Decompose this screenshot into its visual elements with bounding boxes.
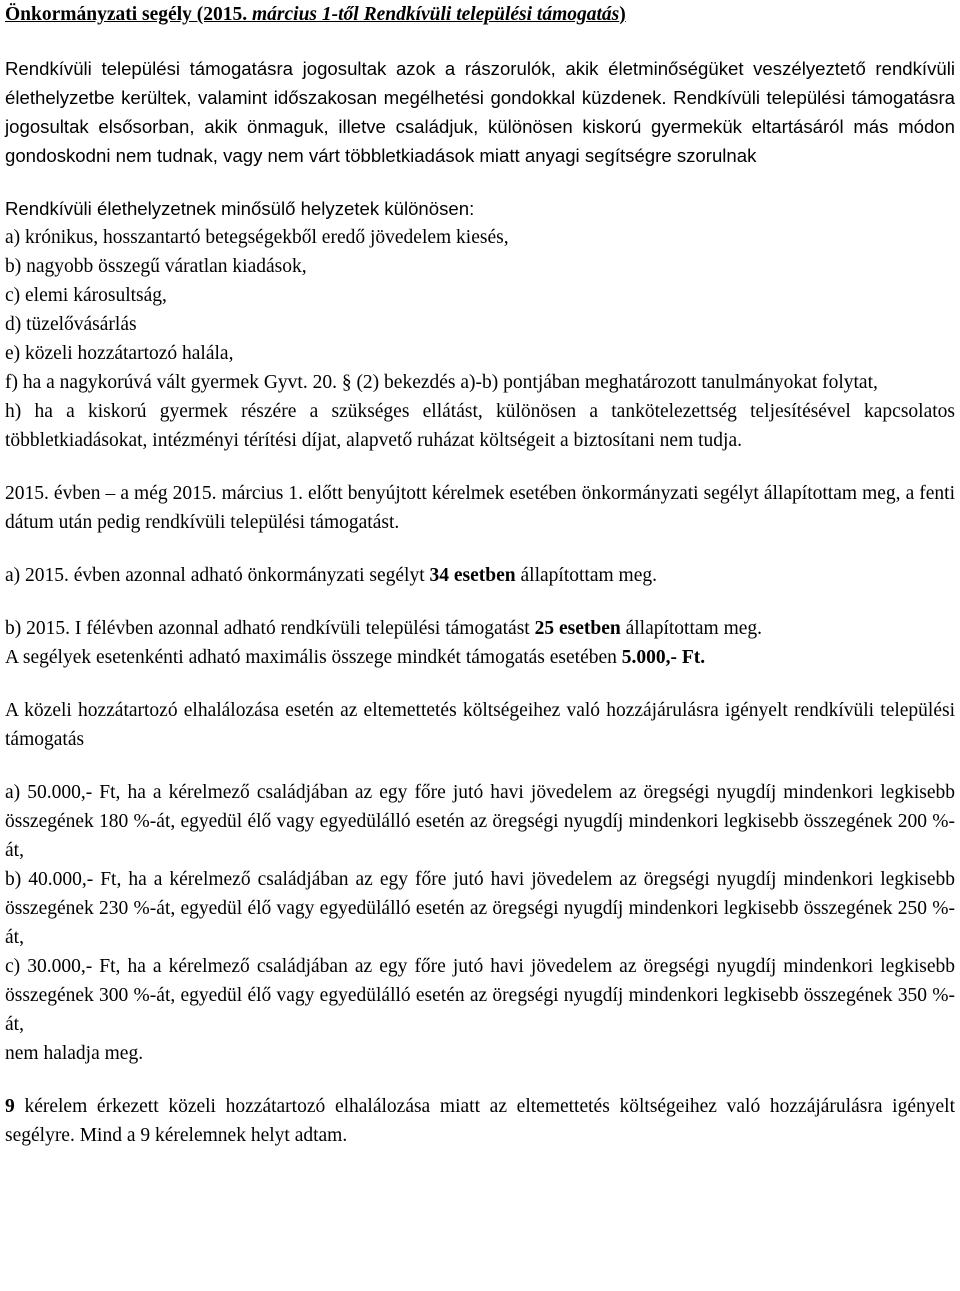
funeral-item-c: c) 30.000,- Ft, ha a kérelmező családjában az egy főre jutó havi jövedelem az öregségi nyugdíj mindenkori legkisebb összegének 300 %-át, egyedül élő vagy egyedülálló esetén az öregségi nyugdíj mindenkori legkisebb összegének 350 %-át, [5, 956, 955, 1035]
stat-a-count: 34 esetben [429, 565, 516, 586]
title-part-3: ) [619, 4, 626, 25]
stat-b-tail: állapítottam meg. [620, 618, 763, 639]
stat-a-tail: állapítottam meg. [515, 565, 657, 586]
funeral-item-a: a) 50.000,- Ft, ha a kérelmező családjában az egy főre jutó havi jövedelem az öregségi nyugdíj mindenkori legkisebb összegének 180 %-át, egyedül élő vagy egyedülálló esetén az öregségi nyugdíj mindenkori legkisebb összegének 200 %-át, [5, 782, 955, 861]
stat-b-paragraph [5, 614, 955, 643]
final-paragraph [5, 1092, 955, 1150]
situation-item-d: d) tüzelővásárlás [5, 314, 137, 335]
intro-paragraph: Rendkívüli települési támogatásra jogosultak azok a rászorulók, akik életminőségüket veszélyeztető rendkívüli élethelyzetbe kerültek, valamint időszakosan megélhetési gondokkal küzdenek. Rendkívüli települési támogatásra jogosultak elsősorban, akik önmaguk, illetve családjuk, különösen kiskorú gyermekük eltartásáról más módon gondoskodni nem tudnak, vagy nem várt többletkiadások miatt anyagi segítségre szorulnak [5, 58, 955, 166]
document-title [5, 0, 955, 30]
final-text: kérelem érkezett közeli hozzátartozó elhalálozása miatt az eltemettetés költségeihez való hozzájárulásra igényelt segélyre. Mind a 9 kérelemnek helyt adtam. [5, 1096, 955, 1146]
title-part-1: Önkormányzati segély (2015. [5, 4, 252, 25]
stat-a-text: a) 2015. évben azonnal adható önkormányzati segélyt [5, 565, 430, 586]
stat-b-count: 25 esetben [534, 618, 621, 639]
situation-item-f: f) ha a nagykorúvá vált gyermek Gyvt. 20. § (2) bekezdés a)-b) pontjában meghatározott tanulmányokat folytat, [5, 372, 878, 393]
situation-item-e: e) közeli hozzátartozó halála, [5, 343, 234, 364]
situation-item-b: b) nagyobb összegű váratlan kiadások, [5, 256, 307, 277]
situations-heading: Rendkívüli élethelyzetnek minősülő helyzetek különösen: [5, 198, 475, 219]
year-summary-paragraph: 2015. évben – a még 2015. március 1. előtt benyújtott kérelmek esetében önkormányzati segélyt állapítottam meg, a fenti dátum után pedig rendkívüli települési támogatást. [5, 483, 955, 533]
funeral-closing: nem haladja meg. [5, 1043, 144, 1064]
max-amount-paragraph [5, 643, 955, 672]
situation-item-c: c) elemi károsultság, [5, 285, 167, 306]
funeral-heading: A közeli hozzátartozó elhalálozása esetén az eltemettetés költségeihez való hozzájárulásra igényelt rendkívüli települési támogatás [5, 700, 955, 750]
final-count: 9 [5, 1096, 15, 1117]
max-amount-text: A segélyek esetenkénti adható maximális összege mindkét támogatás esetében [5, 647, 622, 668]
title-part-2: március 1-től Rendkívüli települési támogatás [251, 4, 620, 25]
situation-item-h: h) ha a kiskorú gyermek részére a szükséges ellátást, különösen a tankötelezettség teljesítésével kapcsolatos többletkiadásokat, intézményi térítési díjat, alapvető ruházat költségeit a biztosítani nem tudja. [5, 401, 955, 451]
stat-b-text: b) 2015. I félévben azonnal adható rendkívüli települési támogatást [5, 618, 535, 639]
stat-a-paragraph [5, 561, 955, 590]
max-amount-value: 5.000,- Ft. [621, 647, 706, 668]
situation-item-a: a) krónikus, hosszantartó betegségekből eredő jövedelem kiesés, [5, 227, 509, 248]
funeral-item-b: b) 40.000,- Ft, ha a kérelmező családjában az egy főre jutó havi jövedelem az öregségi nyugdíj mindenkori legkisebb összegének 230 %-át, egyedül élő vagy egyedülálló esetén az öregségi nyugdíj mindenkori legkisebb összegének 250 %-át, [5, 869, 955, 948]
